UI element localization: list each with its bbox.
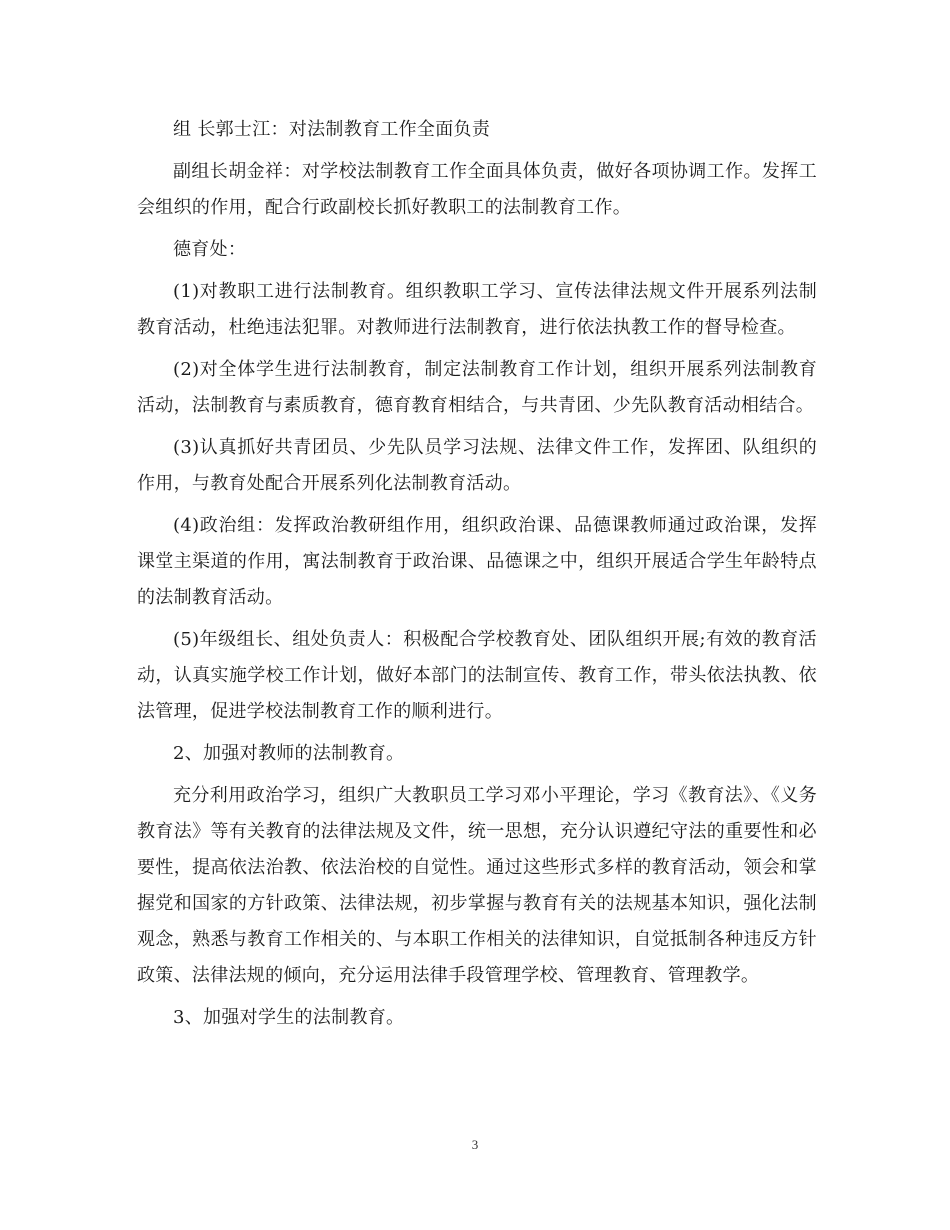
paragraph-item-3: (3)认真抓好共青团员、少先队员学习法规、法律文件工作，发挥团、队组织的作用，与教育处配合开展系列化法制教育活动。 xyxy=(137,437,817,494)
paragraph-item-2: (2)对全体学生进行法制教育，制定法制教育工作计划，组织开展系列法制教育活动，法制教育与素质教育，德育教育相结合，与共青团、少先队教育活动相结合。 xyxy=(137,359,817,416)
paragraph-item-4: (4)政治组：发挥政治教研组作用，组织政治课、品德课教师通过政治课，发挥课堂主渠道的作用，寓法制教育于政治课、品德课之中，组织开展适合学生年龄特点的法制教育活动。 xyxy=(137,515,817,608)
section-heading-student-education: 3、加强对学生的法制教育。 xyxy=(173,1007,405,1028)
document-body xyxy=(137,112,817,1042)
paragraph-group-leader: 组 长郭士江：对法制教育工作全面负责 xyxy=(173,119,491,140)
page-number: 3 xyxy=(471,1137,479,1152)
section-heading-teacher-education: 2、加强对教师的法制教育。 xyxy=(173,743,405,764)
paragraph-deputy-leader: 副组长胡金祥：对学校法制教育工作全面具体负责，做好各项协调工作。发挥工会组织的作用，配合行政副校长抓好教职工的法制教育工作。 xyxy=(137,161,817,218)
paragraph-teacher-education: 充分利用政治学习，组织广大教职员工学习邓小平理论，学习《教育法》、《义务教育法》等有关教育的法律法规及文件，统一思想，充分认识遵纪守法的重要性和必要性，提高依法治教、依法治校的自觉性。通过这些形式多样的教育活动，领会和掌握党和国家的方针政策、法律法规，初步掌握与教育有关的法规基本知识，强化法制观念，熟悉与教育工作相关的、与本职工作相关的法律知识，自觉抵制各种违反方针政策、法律法规的倾向，充分运用法律手段管理学校、管理教育、管理教学。 xyxy=(137,785,817,986)
paragraph-item-5: (5)年级组长、组处负责人：积极配合学校教育处、团队组织开展;有效的教育活动，认真实施学校工作计划，做好本部门的法制宣传、教育工作，带头依法执教、依法管理，促进学校法制教育工作的顺利进行。 xyxy=(137,629,817,722)
paragraph-item-1: (1)对教职工进行法制教育。组织教职工学习、宣传法律法规文件开展系列法制教育活动，杜绝违法犯罪。对教师进行法制教育，进行依法执教工作的督导检查。 xyxy=(137,281,817,338)
paragraph-moral-education-office: 德育处： xyxy=(173,239,247,260)
